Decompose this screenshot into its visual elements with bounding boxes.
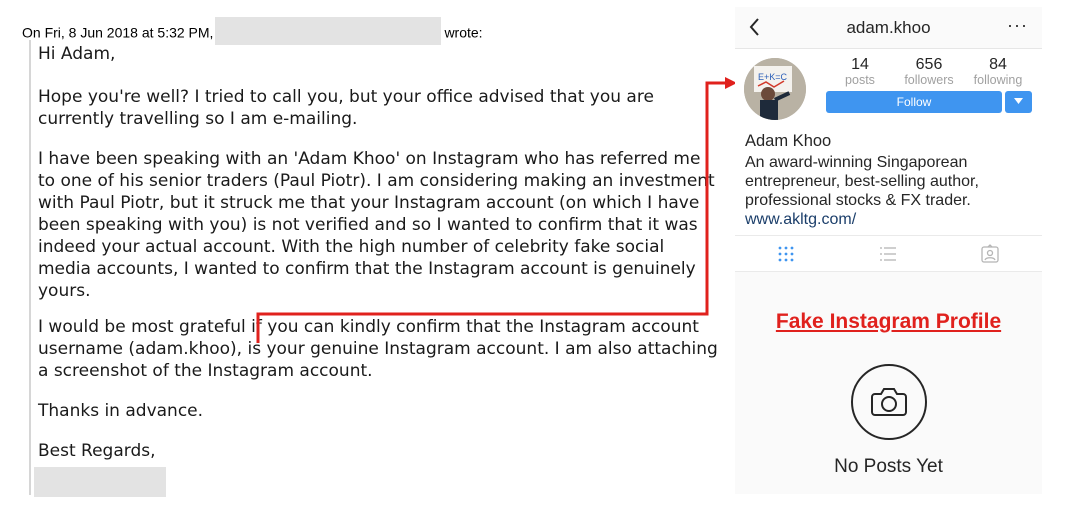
email-paragraph: Hope you're well? I tried to call you, but your office advised that you are currently travelling so I am e-mailing. bbox=[38, 87, 654, 129]
suggested-dropdown-button[interactable] bbox=[1005, 91, 1032, 113]
email-paragraph: Thanks in advance. bbox=[38, 401, 204, 421]
profile-topbar bbox=[735, 7, 1042, 49]
chevron-down-icon bbox=[1014, 98, 1023, 105]
quote-header-date: On Fri, 8 Jun 2018 at 5:32 PM, bbox=[22, 24, 214, 41]
email-paragraph: I would be most grateful if you can kindly confirm that the Instagram account username (adam.khoo), is your genuine Instagram account. I am also attaching a screenshot of the Instagram account. bbox=[38, 317, 718, 381]
follow-button[interactable]: Follow bbox=[826, 91, 1002, 113]
email-greeting: Hi Adam, bbox=[38, 44, 116, 64]
profile-header bbox=[735, 49, 1042, 235]
email-paragraph: I have been speaking with an 'Adam Khoo' on Instagram who has referred me to one of his senior traders (Paul Piotr). I am considering making an investment with Paul Piotr, but it struck me that your Instagram account (on which I have been speaking with you) is not verified and so I wanted to confirm that it was indeed your actual account. With the high number of celebrity fake social media accounts, I wanted to confirm that the Instagram account is genuinely yours. bbox=[38, 149, 715, 301]
svg-text:E+K=C: E+K=C bbox=[758, 72, 788, 82]
posts-count[interactable]: 14 posts bbox=[845, 56, 875, 87]
redacted-sender bbox=[215, 17, 441, 45]
email-quote-header bbox=[22, 23, 483, 45]
profile-bio: An award-winning Singaporean entrepreneur, best-selling author, professional stocks & FX trader. bbox=[745, 154, 979, 209]
quote-header-wrote: wrote: bbox=[444, 24, 483, 41]
instagram-profile-screenshot bbox=[735, 7, 1042, 494]
profile-tabs bbox=[735, 235, 1042, 272]
redacted-signature bbox=[34, 467, 166, 497]
profile-username: adam.khoo bbox=[846, 18, 931, 37]
empty-state-text: No Posts Yet bbox=[834, 456, 943, 477]
tagged-icon[interactable] bbox=[980, 244, 1000, 264]
fake-profile-annotation: Fake Instagram Profile bbox=[775, 310, 1002, 333]
email-body bbox=[38, 43, 718, 462]
followers-count[interactable]: 656 followers bbox=[904, 56, 954, 87]
quote-rule bbox=[29, 40, 31, 495]
profile-display-name: Adam Khoo bbox=[745, 132, 832, 150]
camera-icon bbox=[851, 364, 927, 440]
list-icon[interactable] bbox=[878, 244, 898, 264]
more-horizontal-icon[interactable]: ··· bbox=[1007, 15, 1028, 35]
profile-avatar[interactable] bbox=[744, 58, 806, 120]
profile-website-link[interactable]: www.akltg.com/ bbox=[745, 211, 857, 228]
following-count[interactable]: 84 following bbox=[973, 56, 1023, 87]
email-sign-off: Best Regards, bbox=[38, 441, 156, 461]
grid-icon[interactable] bbox=[776, 244, 796, 264]
